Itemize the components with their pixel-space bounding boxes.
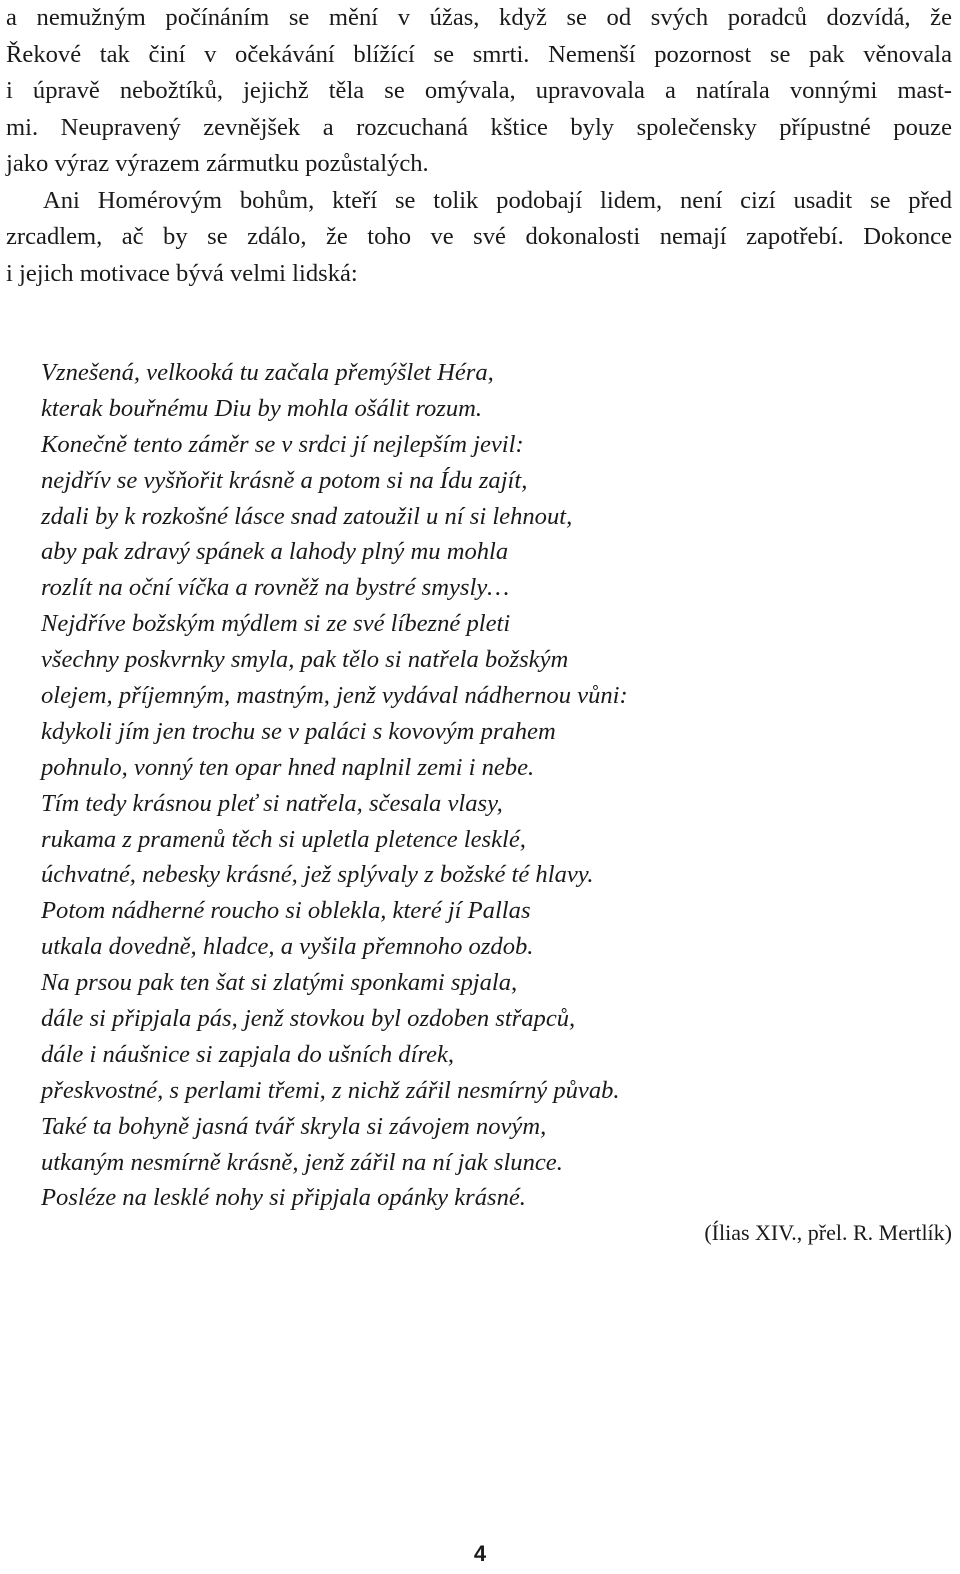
document-page [6,0,952,292]
poem-line: úchvatné, nebesky krásné, jež splývaly z božské té hlavy. [41,861,594,889]
prose-line: i jejich motivace bývá velmi lidská: [6,259,358,287]
poem-line: Potom nádherné roucho si oblekla, které jí Pallas [41,897,531,925]
poem-line: rukama z pramenů těch si upletla pletence lesklé, [41,825,526,853]
prose-line: Ani Homérovým bohům, kteří se tolik podobají lidem, není cizí usadit se před [43,186,952,214]
poem-line: olejem, příjemným, mastným, jenž vydával nádhernou vůni: [41,682,628,710]
page-number: 4 [473,1541,487,1566]
poem-line: zdali by k rozkošné lásce snad zatoužil u ní si lehnout, [41,502,573,530]
poem-line: aby pak zdravý spánek a lahody plný mu mohla [41,538,509,566]
poem-line: Konečně tento záměr se v srdci jí nejlepším jevil: [41,430,524,458]
poem-line: Vznešená, velkooká tu začala přemýšlet Héra, [41,359,494,386]
poem-line: všechny poskvrnky smyla, pak tělo si natřela božským [41,646,569,674]
poem-line: Nejdříve božským mýdlem si ze své líbezné pleti [41,610,511,638]
poem-line: nejdřív se vyšňořit krásně a potom si na Ídu zajít, [41,466,528,494]
prose-line: zrcadlem, ač by se zdálo, že toho ve své dokonalosti nemají zapotřebí. Dokonce [6,223,952,250]
poem-line: Posléze na lesklé nohy si připjala opánky krásné. [41,1184,526,1212]
poem-line: utkala dovedně, hladce, a vyšila přemnoho ozdob. [41,933,534,961]
poem-line: přeskvostné, s perlami třemi, z nichž zářil nesmírný půvab. [41,1076,620,1104]
prose-line: jako výraz výrazem zármutku pozůstalých. [6,150,429,177]
prose-line: a nemužným počínáním se mění v úžas, když se od svých poradců dozvídá, že [6,4,952,31]
prose-line: Řekové tak činí v očekávání blížící se smrti. Nemenší pozornost se pak věnovala [6,40,952,68]
poem-line: Také ta bohyně jasná tvář skryla si závojem novým, [41,1112,547,1140]
prose-paragraph-2 [6,183,952,293]
prose-line: i úpravě nebožtíků, jejichž těla se omývala, upravovala a natírala vonnými mast- [6,77,952,104]
poem-citation: (Ílias XIV., přel. R. Mertlík) [704,1220,952,1245]
poem-line: pohnulo, vonný ten opar hned naplnil zemi i nebe. [41,753,535,781]
poem-line: dále i náušnice si zapjala do ušních dírek, [41,1040,455,1068]
poem-line: rozlít na oční víčka a rovněž na bystré smysly… [41,574,510,602]
prose-paragraph-1 [6,0,952,183]
poem-line: Tím tedy krásnou pleť si natřela, sčesala vlasy, [41,789,503,817]
poem-quote [41,355,628,1216]
prose-line: mi. Neupravený zevnějšek a rozcuchaná kštice byly společensky přípustné pouze [6,113,952,141]
poem-line: dále si připjala pás, jenž stovkou byl ozdoben střapců, [41,1005,576,1033]
poem-line: Na prsou pak ten šat si zlatými sponkami spjala, [41,969,518,997]
poem-line: utkaným nesmírně krásně, jenž zářil na ní jak slunce. [41,1148,563,1176]
poem-line: kdykoli jím jen trochu se v paláci s kovovým prahem [41,717,556,745]
poem-line: kterak bouřnému Diu by mohla ošálit rozum. [41,394,483,422]
